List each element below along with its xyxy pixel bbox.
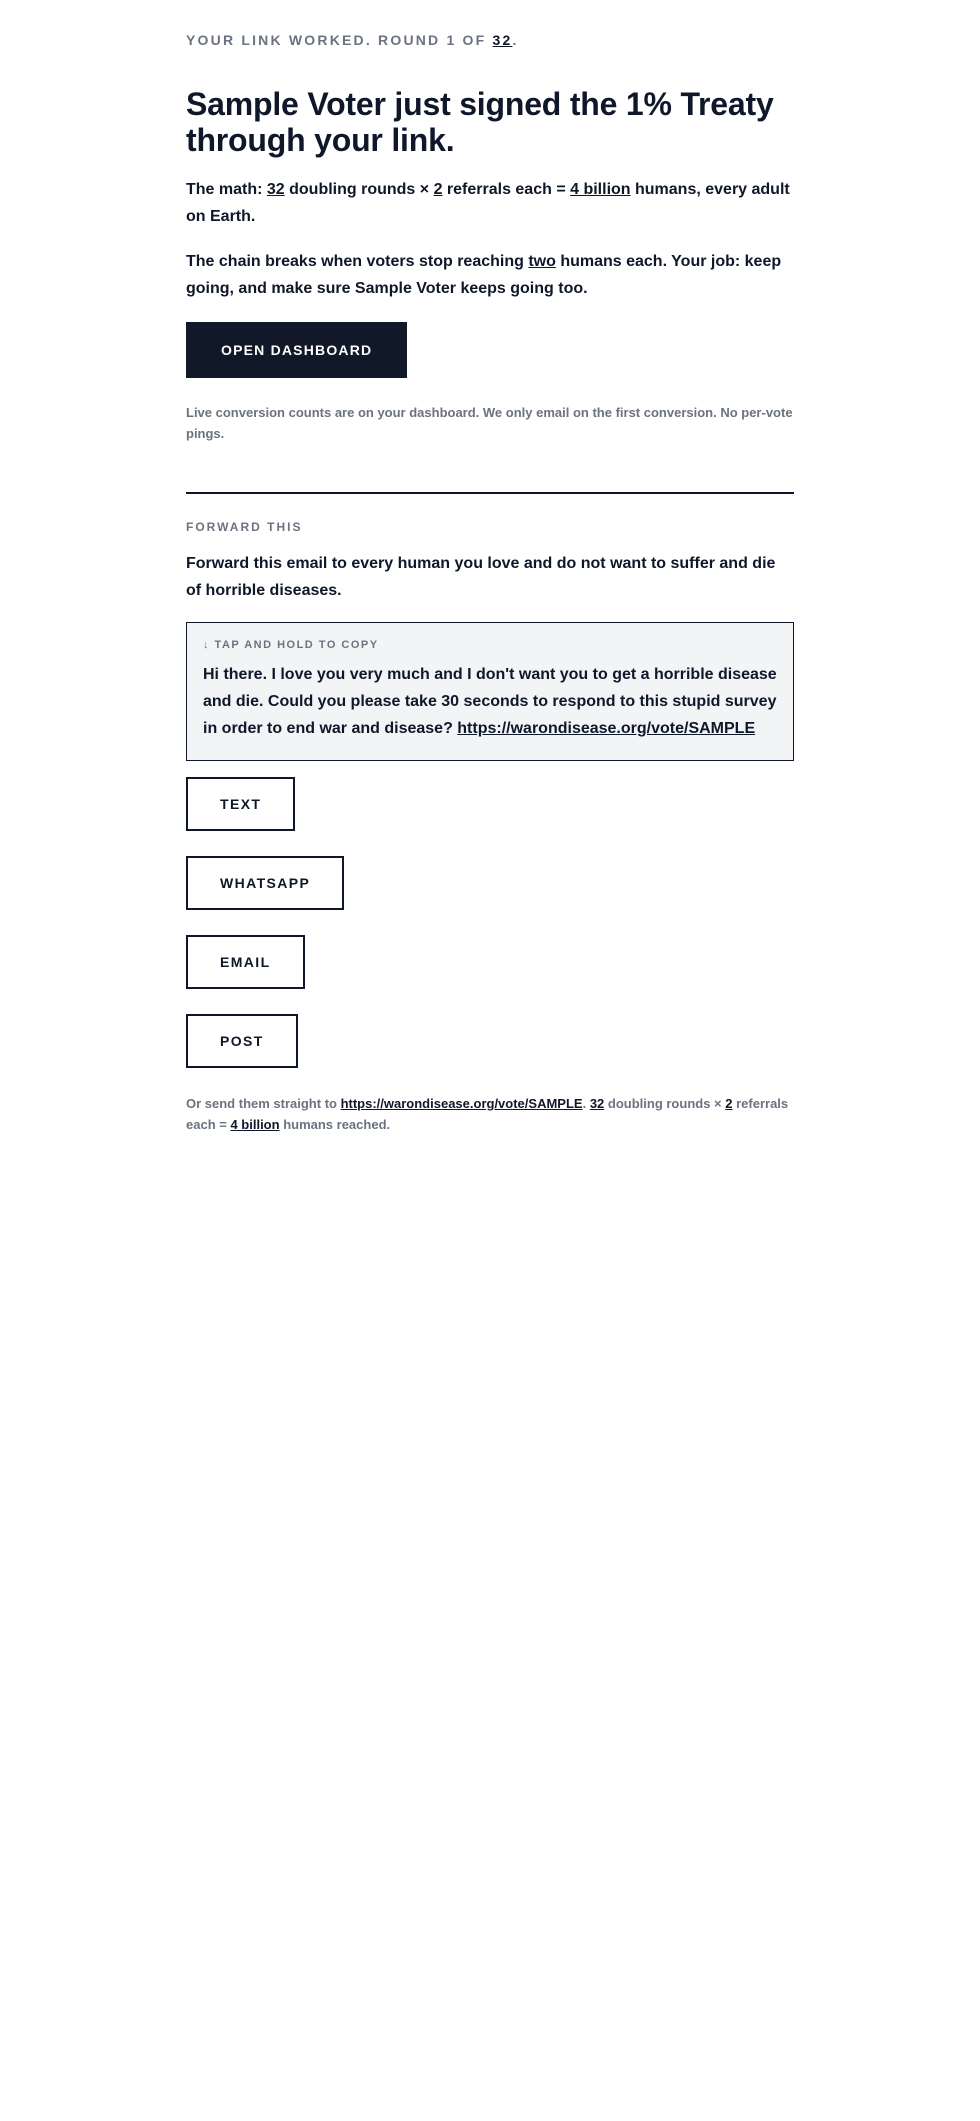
footer-rounds: 32 — [589, 1096, 605, 1111]
page-title: Sample Voter just signed the 1% Treaty through your link. — [186, 86, 774, 158]
share-post-button[interactable]: POST — [186, 1014, 298, 1068]
message-text: Hi there. I love you very much and I don't want you to get a horrible disease and die. Could you please take 30 seconds to respond to this stupid survey in order to end war and disease? — [203, 666, 777, 737]
open-dashboard-button[interactable]: OPEN DASHBOARD — [186, 322, 407, 378]
copy-hint: ↓ TAP AND HOLD TO COPY — [203, 639, 379, 651]
share-buttons — [186, 777, 794, 1093]
math-total: 4 billion — [570, 181, 631, 198]
footer-mid1: doubling rounds × — [604, 1096, 726, 1111]
footer-referrals: 2 — [725, 1096, 733, 1111]
round-eyebrow — [186, 32, 794, 48]
math-suffix: humans, every adult on Earth. — [186, 181, 790, 225]
footer-sep: . — [582, 1096, 590, 1111]
vote-link[interactable]: https://warondisease.org/vote/SAMPLE — [457, 720, 756, 737]
math-rounds: 32 — [266, 181, 285, 198]
forward-label: FORWARD THIS — [186, 520, 303, 534]
copy-message[interactable] — [203, 661, 777, 742]
footer-prefix: Or send them straight to — [186, 1096, 341, 1111]
chain-prefix: The chain breaks when voters stop reaching — [186, 253, 529, 270]
chain-count: two — [528, 253, 556, 270]
footer-mid2: referrals each = — [186, 1096, 789, 1132]
math-prefix: The math: — [186, 181, 267, 198]
footer-note — [186, 1093, 794, 1135]
forward-intro: Forward this email to every human you love and do not want to suffer and die of horrible diseases. — [186, 555, 776, 599]
round-total: 32 — [492, 32, 513, 48]
eyebrow-suffix: . — [512, 32, 519, 48]
chain-suffix: humans each. Your job: keep going, and make sure Sample Voter keeps going too. — [186, 253, 782, 297]
math-mid1: doubling rounds × — [284, 181, 434, 198]
chain-paragraph — [186, 248, 794, 302]
dashboard-note: Live conversion counts are on your dashboard. We only email on the first conversion. No per-vote pings. — [186, 405, 793, 441]
footer-vote-link[interactable]: https://warondisease.org/vote/SAMPLE — [340, 1096, 583, 1111]
footer-suffix: humans reached. — [279, 1117, 391, 1132]
eyebrow-text: YOUR LINK WORKED. ROUND 1 OF — [186, 32, 493, 48]
share-whatsapp-button[interactable]: WHATSAPP — [186, 856, 344, 910]
math-mid2: referrals each = — [442, 181, 571, 198]
share-email-button[interactable]: EMAIL — [186, 935, 305, 989]
share-text-button[interactable]: TEXT — [186, 777, 295, 831]
copy-message-box[interactable] — [186, 622, 794, 761]
math-paragraph — [186, 176, 794, 230]
footer-total: 4 billion — [230, 1117, 280, 1132]
divider — [186, 492, 794, 494]
email-body — [186, 0, 794, 1135]
math-referrals: 2 — [433, 181, 443, 198]
